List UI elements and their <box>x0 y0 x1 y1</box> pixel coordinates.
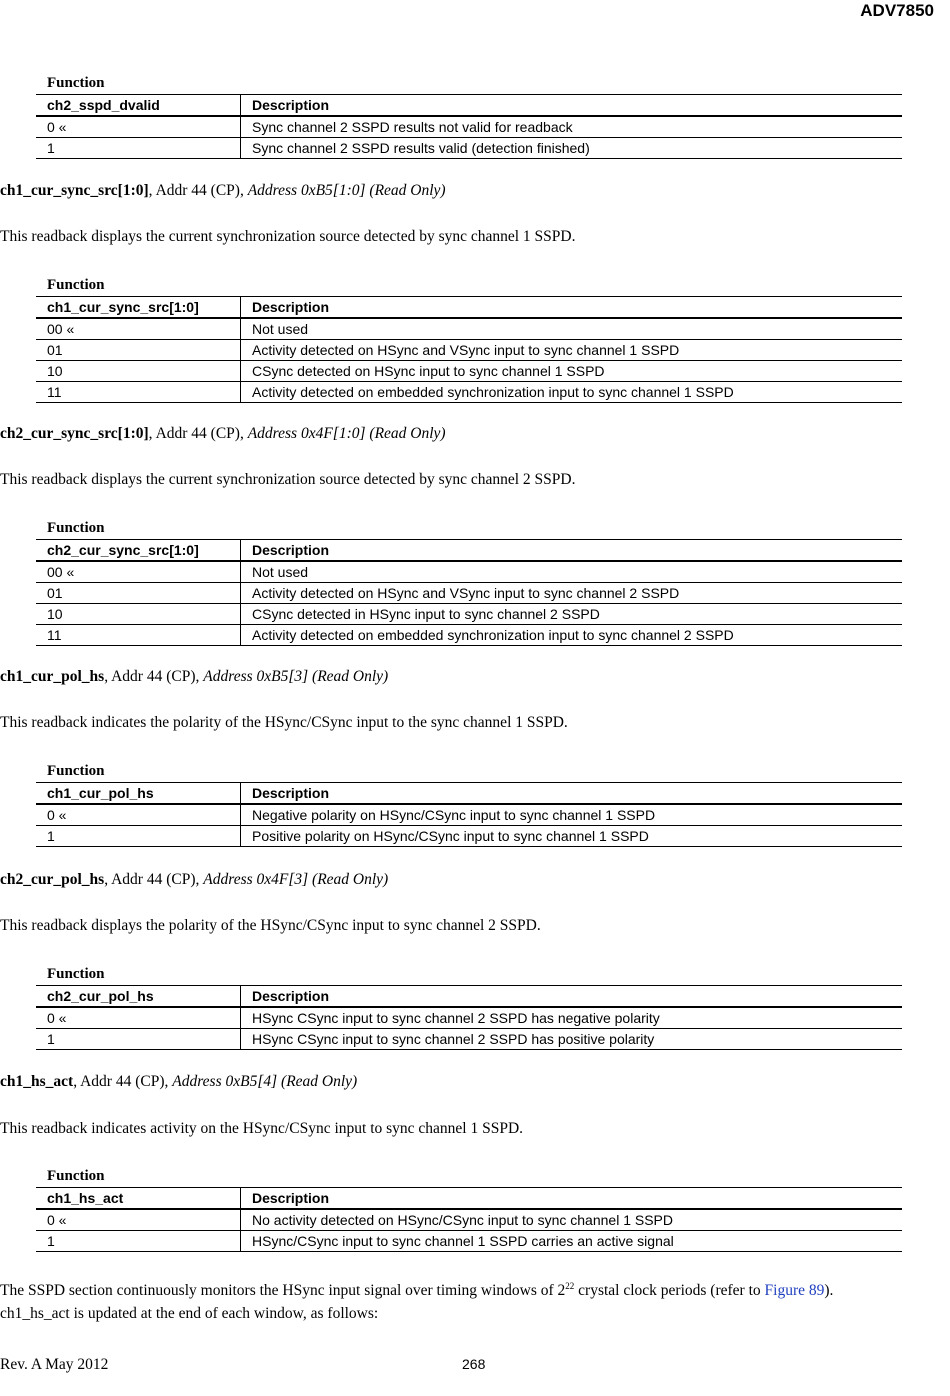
table-cell: 1 <box>36 1029 241 1050</box>
table-cell: 00 « <box>36 318 241 340</box>
table-header-cell: Description <box>241 986 903 1008</box>
register-heading <box>0 425 446 443</box>
register-address: Address 0xB5[4] (Read Only) <box>172 1073 358 1090</box>
table-caption: Function <box>47 75 105 91</box>
table-row <box>36 116 902 138</box>
table-row <box>36 583 902 604</box>
table-cell: No activity detected on HSync/CSync input to sync channel 1 SSPD <box>241 1209 903 1231</box>
table-header-row <box>36 297 902 319</box>
table-caption: Function <box>47 520 105 536</box>
table-header-cell: ch2_cur_pol_hs <box>36 986 241 1008</box>
table-row <box>36 340 902 361</box>
register-description: This readback displays the polarity of the HSync/CSync input to sync channel 2 SSPD. <box>0 917 541 934</box>
table-header-cell: Description <box>241 95 903 117</box>
table-cell: Activity detected on embedded synchronization input to sync channel 1 SSPD <box>241 382 903 403</box>
table-caption: Function <box>47 1168 105 1184</box>
table-row <box>36 1209 902 1231</box>
table-cell: 01 <box>36 583 241 604</box>
register-addr-prefix: , Addr 44 (CP), <box>148 425 248 442</box>
register-addr-prefix: , Addr 44 (CP), <box>73 1073 173 1090</box>
table-cell: 0 « <box>36 1007 241 1029</box>
register-address: Address 0xB5[3] (Read Only) <box>203 668 389 685</box>
register-heading <box>0 668 388 686</box>
table-cell: 10 <box>36 361 241 382</box>
register-name: ch2_cur_pol_hs <box>0 871 105 888</box>
paragraph-text: The SSPD section continuously monitors the HSync input signal over timing windows of 2 <box>0 1282 566 1300</box>
register-address: Address 0x4F[3] (Read Only) <box>203 871 389 888</box>
register-addr-prefix: , Addr 44 (CP), <box>104 668 204 685</box>
table-cell: 1 <box>36 826 241 847</box>
paragraph-text: ). <box>824 1282 834 1300</box>
paragraph-text: ch1_hs_act is updated at the end of each window, as follows: <box>0 1305 379 1323</box>
table-cell: Sync channel 2 SSPD results valid (detection finished) <box>241 138 903 159</box>
table-cell: 0 « <box>36 116 241 138</box>
table-header-row <box>36 1188 902 1210</box>
table-cell: CSync detected in HSync input to sync channel 2 SSPD <box>241 604 903 625</box>
register-heading <box>0 182 446 200</box>
table-cell: Not used <box>241 561 903 583</box>
function-table <box>36 963 902 1050</box>
register-address: Address 0xB5[1:0] (Read Only) <box>247 182 446 199</box>
table-row <box>36 318 902 340</box>
table-cell: HSync CSync input to sync channel 2 SSPD has negative polarity <box>241 1007 903 1029</box>
table-cell: HSync CSync input to sync channel 2 SSPD has positive polarity <box>241 1029 903 1050</box>
function-table <box>36 760 902 847</box>
table-cell: Negative polarity on HSync/CSync input to sync channel 1 SSPD <box>241 804 903 826</box>
register-heading <box>0 871 388 889</box>
function-table <box>36 1165 902 1252</box>
table-cell: HSync/CSync input to sync channel 1 SSPD carries an active signal <box>241 1231 903 1252</box>
register-address: Address 0x4F[1:0] (Read Only) <box>247 425 446 442</box>
table-header-cell: ch2_sspd_dvalid <box>36 95 241 117</box>
table-header-row <box>36 540 902 562</box>
table-cell: Activity detected on embedded synchronization input to sync channel 2 SSPD <box>241 625 903 646</box>
table-row <box>36 1231 902 1252</box>
table-cell: 1 <box>36 1231 241 1252</box>
table-header-cell: Description <box>241 1188 903 1210</box>
table-row <box>36 561 902 583</box>
function-table <box>36 517 902 646</box>
footer-revision: Rev. A May 2012 <box>0 1356 109 1373</box>
function-table <box>36 72 902 159</box>
table-cell: Activity detected on HSync and VSync input to sync channel 2 SSPD <box>241 583 903 604</box>
table-row <box>36 1029 902 1050</box>
function-table <box>36 274 902 403</box>
table-header-row <box>36 986 902 1008</box>
table-cell: 10 <box>36 604 241 625</box>
register-heading <box>0 1073 357 1091</box>
table-cell: Not used <box>241 318 903 340</box>
figure-89-link[interactable]: Figure 89 <box>764 1282 825 1300</box>
table-caption: Function <box>47 966 105 982</box>
register-name: ch1_cur_pol_hs <box>0 668 105 685</box>
register-description: This readback indicates activity on the HSync/CSync input to sync channel 1 SSPD. <box>0 1120 524 1137</box>
register-name: ch1_hs_act <box>0 1073 74 1090</box>
table-cell: Sync channel 2 SSPD results not valid for readback <box>241 116 903 138</box>
table-header-cell: ch1_cur_pol_hs <box>36 783 241 805</box>
table-cell: 11 <box>36 382 241 403</box>
register-name: ch1_cur_sync_src[1:0] <box>0 182 149 199</box>
page-number: 268 <box>462 1356 486 1372</box>
table-header-row <box>36 95 902 117</box>
paragraph-text: crystal clock periods (refer to <box>574 1282 765 1300</box>
table-header-cell: Description <box>241 540 903 562</box>
table-cell: 0 « <box>36 804 241 826</box>
table-row <box>36 1007 902 1029</box>
table-header-cell: Description <box>241 297 903 319</box>
table-row <box>36 382 902 403</box>
register-addr-prefix: , Addr 44 (CP), <box>104 871 204 888</box>
table-header-row <box>36 783 902 805</box>
register-description: This readback displays the current synchronization source detected by sync channel 1 SSPD. <box>0 228 576 245</box>
table-row <box>36 138 902 159</box>
table-header-cell: ch1_hs_act <box>36 1188 241 1210</box>
table-row <box>36 804 902 826</box>
register-description: This readback indicates the polarity of the HSync/CSync input to the sync channel 1 SSPD. <box>0 714 568 731</box>
table-caption: Function <box>47 763 105 779</box>
table-cell: 11 <box>36 625 241 646</box>
table-cell: Activity detected on HSync and VSync input to sync channel 1 SSPD <box>241 340 903 361</box>
register-description: This readback displays the current synchronization source detected by sync channel 2 SSPD. <box>0 471 576 488</box>
table-cell: 00 « <box>36 561 241 583</box>
table-caption: Function <box>47 277 105 293</box>
table-row <box>36 826 902 847</box>
table-header-cell: ch1_cur_sync_src[1:0] <box>36 297 241 319</box>
register-addr-prefix: , Addr 44 (CP), <box>148 182 248 199</box>
table-cell: 1 <box>36 138 241 159</box>
table-row <box>36 625 902 646</box>
table-row <box>36 604 902 625</box>
table-cell: CSync detected on HSync input to sync channel 1 SSPD <box>241 361 903 382</box>
body-paragraph <box>0 1275 920 1325</box>
table-row <box>36 361 902 382</box>
table-cell: Positive polarity on HSync/CSync input to sync channel 1 SSPD <box>241 826 903 847</box>
table-cell: 01 <box>36 340 241 361</box>
table-header-cell: Description <box>241 783 903 805</box>
exponent: 22 <box>565 1281 575 1291</box>
table-header-cell: ch2_cur_sync_src[1:0] <box>36 540 241 562</box>
document-header-title: ADV7850 <box>860 1 934 20</box>
register-name: ch2_cur_sync_src[1:0] <box>0 425 149 442</box>
table-cell: 0 « <box>36 1209 241 1231</box>
